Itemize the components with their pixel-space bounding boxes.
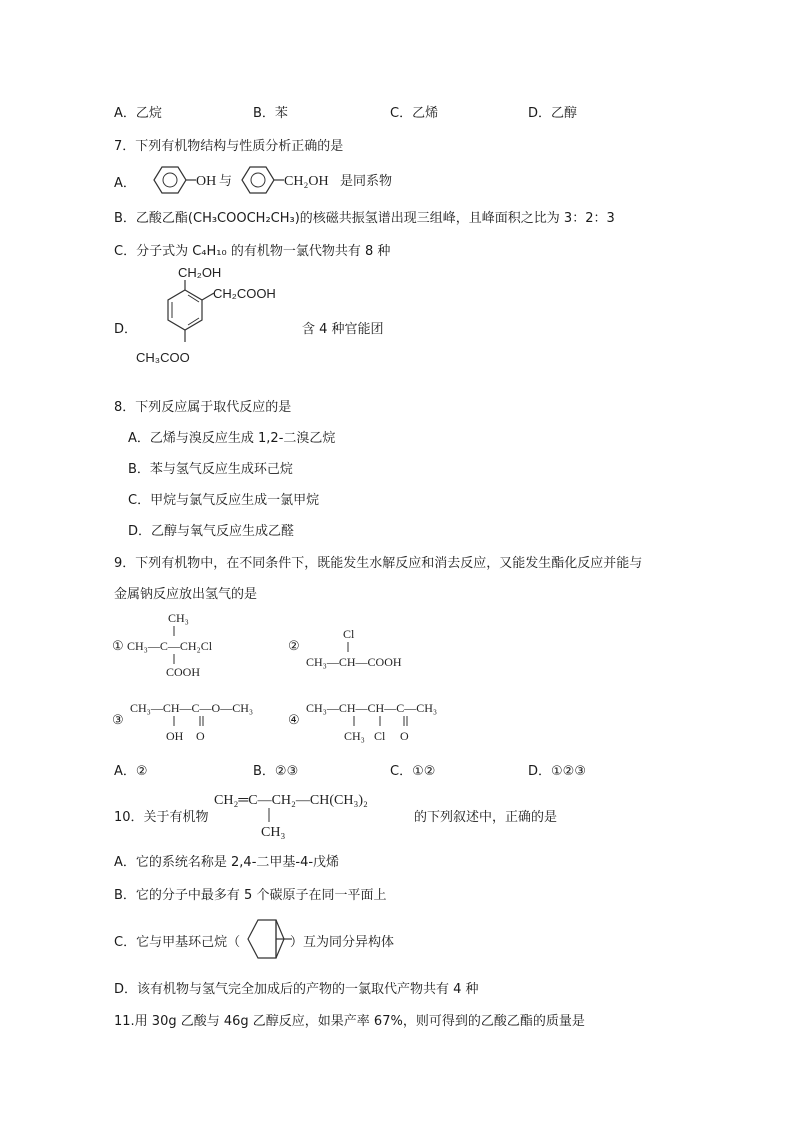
q10-formula-main: CH₂═C—CH₂—CH(CH₃)₂ [214,793,368,808]
s3-o: O [196,729,205,743]
q9-option-a: A．② [114,764,148,779]
methylcyclohexane-icon [244,914,294,964]
s3-main: CH₃—CH—C—O—CH₃ [130,701,254,715]
s2-main: CH₃—CH—COOH [306,655,402,669]
phenol-structure [154,167,216,193]
d-ch2cooh-label: CH₂COOH [213,286,276,301]
s2-top-cl: Cl [343,627,355,641]
s4-o: O [400,729,409,743]
q10-option-c-suffix: ）互为同分异构体 [290,935,395,950]
q9-stem-line2: 金属钠反应放出氢气的是 [114,587,258,602]
s1-bottom-cooh: COOH [166,665,201,679]
q9-options-row [0,760,794,780]
s4-label: ④ [288,712,300,727]
q6-option-d: D．乙醇 [528,106,578,121]
q7-option-a-prefix: A． [114,176,136,191]
q6-option-a: A．乙烷 [114,106,162,121]
q7-stem: 7．下列有机物结构与性质分析正确的是 [114,139,344,154]
q7-option-b: B．乙酸乙酯(CH₃COOCH₂CH₃)的核磁共振氢谱出现三组峰，且峰面积之比为 3：2：3 [114,211,615,226]
s1-top-ch3: CH₃ [168,611,189,625]
q11-stem: 11.用 30g 乙酸与 46g 乙醇反应，如果产率 67%，则可得到的乙酸乙酯的质量是 [114,1014,585,1029]
s3-label: ③ [112,712,124,727]
q7-option-a-mid: 与 [219,173,233,188]
q10-stem-prefix: 10．关于有机物 [114,810,209,825]
benzyl-ch2oh-label: CH₂OH [284,174,329,189]
q8-option-a: A．乙烯与溴反应生成 1,2-二溴乙烷 [128,431,336,446]
q6-options-row [0,102,794,122]
s4-main: CH₃—CH—CH—C—CH₃ [306,701,438,715]
s1-label: ① [112,638,124,653]
q9-option-d: D．①②③ [528,764,586,779]
q7-option-a-suffix: 是同系物 [340,173,393,188]
q10-option-d: D．该有机物与氢气完全加成后的产物的一氯取代产物共有 4 种 [114,982,479,997]
q8-option-b: B．苯与氢气反应生成环己烷 [128,462,293,477]
q9-option-c: C．①② [390,764,436,779]
q9-stem-line1: 9．下列有机物中，在不同条件下，既能发生水解反应和消去反应，又能发生酯化反应并能与 [114,556,643,571]
q7-option-d-prefix: D． [114,322,138,337]
benzyl-alcohol-structure [242,167,329,193]
s4-cl: Cl [374,729,386,743]
q9-structure-1 [110,608,310,680]
q7-option-a-structures [146,160,406,200]
q8-option-d: D．乙醇与氧气反应生成乙醛 [128,524,295,539]
q10-option-a: A．它的系统名称是 2,4-二甲基-4-戊烯 [114,855,340,870]
s4-ch3: CH₃ [344,729,365,743]
s1-main: CH₃—C—CH₂Cl [127,639,213,653]
q10-option-c-prefix: C．它与甲基环己烷（ [114,935,241,950]
q9-structure-2 [286,624,446,672]
q8-option-c: C．甲烷与氯气反应生成一氯甲烷 [128,493,320,508]
q7-option-d-structure [130,262,300,370]
s3-oh: OH [166,729,184,743]
phenol-oh-label: OH [196,174,217,189]
q7-option-d-suffix: 含 4 种官能团 [302,322,384,337]
q9-structure-3 [110,696,280,744]
q7-option-c: C．分子式为 C₄H₁₀ 的有机物一氯代物共有 8 种 [114,244,391,259]
q9-structure-4 [286,696,466,744]
d-ester-label: CH₃COO [136,350,190,365]
s2-label: ② [288,638,300,653]
d-ch2oh-label: CH₂OH [178,265,222,280]
q6-option-c: C．乙烯 [390,106,439,121]
q6-option-b: B．苯 [253,106,288,121]
q10-formula-sub-ch3: CH₃ [261,825,286,840]
q9-option-b: B．②③ [253,764,299,779]
q10-structure [212,786,412,840]
q8-stem: 8．下列反应属于取代反应的是 [114,400,292,415]
q10-stem-suffix: 的下列叙述中，正确的是 [414,810,558,825]
q10-option-b: B．它的分子中最多有 5 个碳原子在同一平面上 [114,888,387,903]
